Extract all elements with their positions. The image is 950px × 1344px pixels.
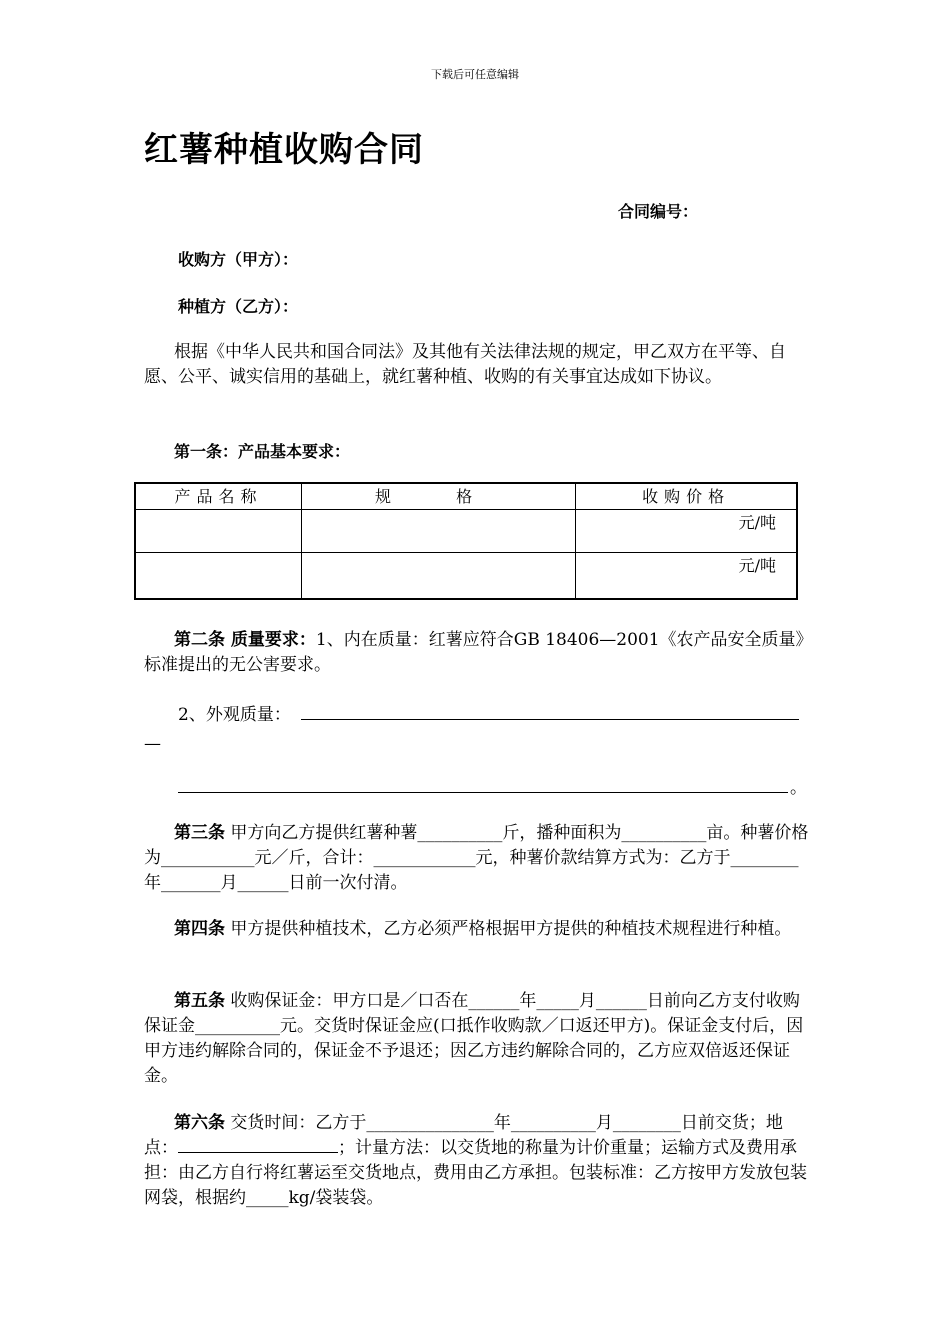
table-cell-price[interactable]: 元/吨 — [576, 510, 797, 553]
product-requirements-table — [134, 482, 798, 600]
header-note: 下载后可任意编辑 — [431, 68, 519, 81]
article3-paragraph — [144, 821, 814, 896]
table-header-cell: 产品名称 — [135, 483, 302, 510]
article2-text: 1、内在质量：红薯应符合GB 18406—2001《农产品安全质量》标准提出的无公害要求。 — [144, 630, 813, 675]
article4-text: 甲方提供种植技术，乙方必须严格根据甲方提供的种植技术规程进行种植。 — [225, 919, 792, 939]
article3-text: 甲方向乙方提供红薯种薯__________斤，播种面积为__________亩。种薯价格为___________元／斤，合计：____________元，种薯价款结算方式为：乙方于________年_______月______日前一次付清。 — [144, 823, 809, 893]
delivery-location-field[interactable] — [178, 1136, 338, 1153]
table-header-cell: 收购价格 — [576, 483, 797, 510]
table-header-row — [135, 483, 797, 510]
article2-paragraph — [144, 628, 814, 678]
article5-heading: 第五条 — [174, 991, 225, 1011]
article4-paragraph — [144, 917, 814, 942]
preamble-text: 根据《中华人民共和国合同法》及其他有关法律法规的规定，甲乙双方在平等、自愿、公平、诚实信用的基础上，就红薯种植、收购的有关事宜达成如下协议。 — [144, 342, 786, 387]
table-cell-name[interactable] — [135, 553, 302, 599]
table-cell-spec[interactable] — [302, 553, 576, 599]
document-title: 红薯种植收购合同 — [144, 130, 424, 170]
article5-text: 收购保证金：甲方口是／口否在______年_____月______日前向乙方支付收购保证金__________元。交货时保证金应(口抵作收购款／口返还甲方)。保证金支付后，因甲方违约解除合同的，保证金不予退还；因乙方违约解除合同的，乙方应双倍返还保证金。 — [144, 991, 804, 1086]
appearance-quality-line-2[interactable] — [178, 792, 788, 793]
article1-heading: 第一条：产品基本要求： — [174, 442, 351, 461]
contract-number-label: 合同编号： — [618, 202, 699, 221]
table-row — [135, 510, 797, 553]
article3-heading: 第三条 — [174, 823, 225, 843]
appearance-end-mark: 。 — [790, 778, 807, 798]
table-cell-spec[interactable] — [302, 510, 576, 553]
table-cell-price[interactable]: 元/吨 — [576, 553, 797, 599]
article6-paragraph — [144, 1111, 814, 1211]
article6-heading: 第六条 — [174, 1113, 225, 1133]
appearance-quality-line[interactable] — [301, 719, 799, 720]
appearance-dash: — — [144, 734, 161, 754]
article6-text-2: ；计量方法：以交货地的称量为计价重量；运输方式及费用承担：由乙方自行将红薯运至交货地点，费用由乙方承担。包装标准：乙方按甲方发放包装网袋，根据约_____kg/袋装袋。 — [144, 1138, 807, 1208]
table-row — [135, 553, 797, 599]
article6-text-1: 交货时间：乙方于_______________年__________月________日前交货；地点： — [144, 1113, 783, 1158]
table-cell-name[interactable] — [135, 510, 302, 553]
table-header-cell: 规 格 — [302, 483, 576, 510]
preamble-paragraph — [144, 340, 814, 390]
article4-heading: 第四条 — [174, 919, 225, 939]
appearance-quality-label: 2、外观质量： — [178, 705, 291, 725]
party-a-label: 收购方（甲方）： — [178, 250, 299, 269]
article5-paragraph — [144, 989, 814, 1089]
article2-heading: 第二条 质量要求： — [174, 630, 316, 650]
party-b-label: 种植方（乙方）： — [178, 297, 299, 316]
